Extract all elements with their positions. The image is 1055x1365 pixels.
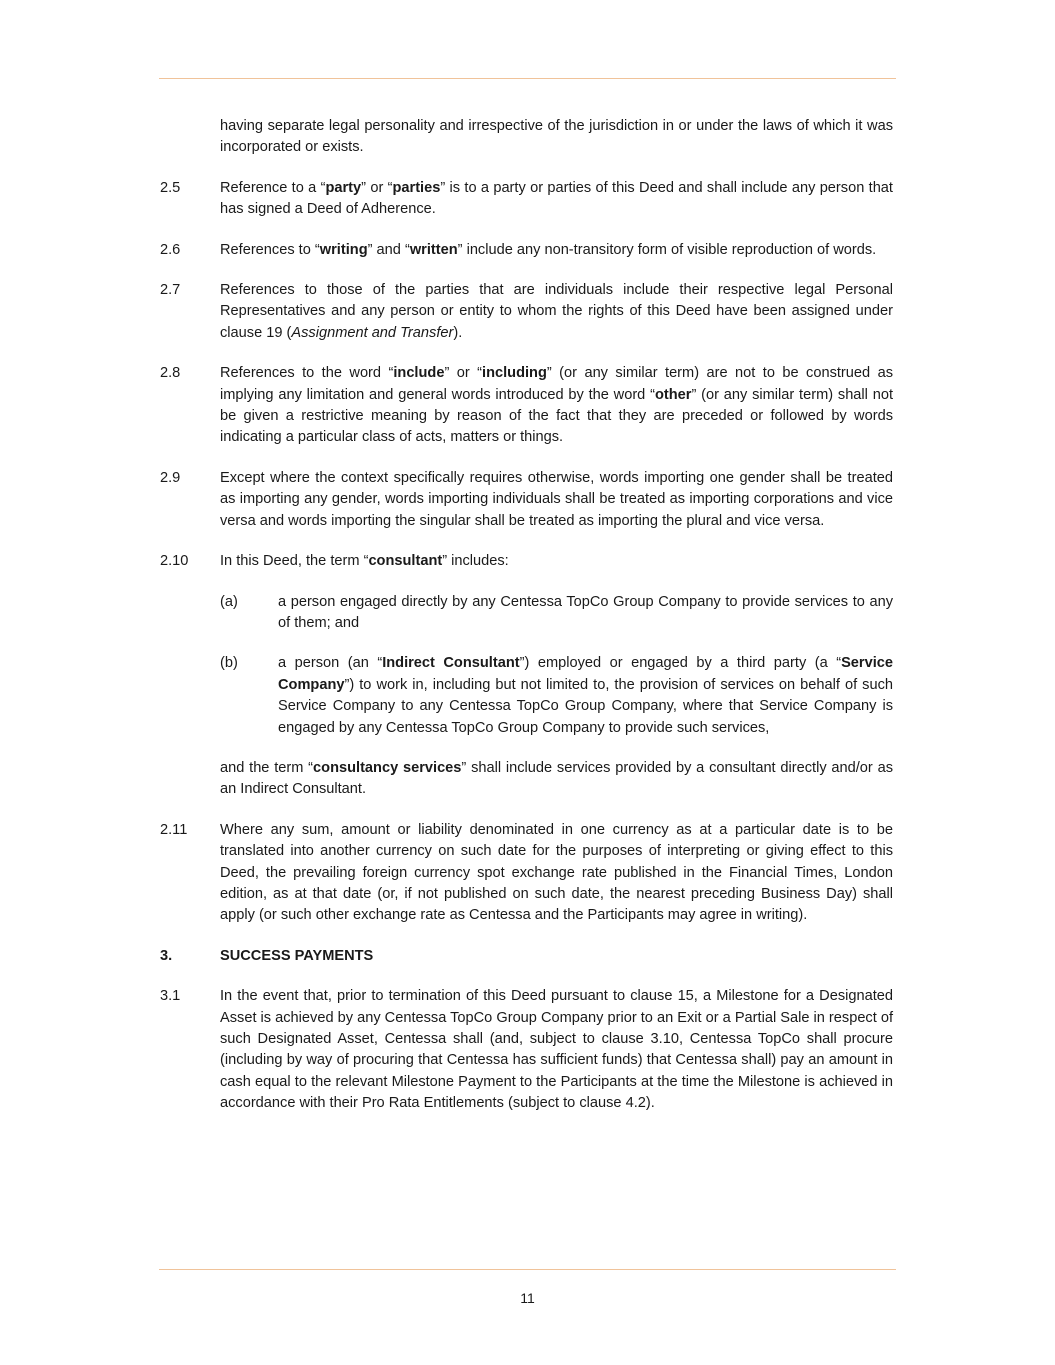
defined-term: other	[654, 386, 692, 403]
defined-term: party	[325, 179, 362, 196]
defined-term: include	[393, 365, 445, 382]
defined-term: consultancy services	[313, 759, 462, 776]
clause-2-10-a: (a) a person engaged directly by any Centessa TopCo Group Company to provide services to any of them; and	[220, 593, 893, 631]
defined-term: including	[482, 365, 547, 382]
defined-term: written	[409, 241, 458, 258]
clause-2-11: 2.11 Where any sum, amount or liability denominated in one currency as at a particular date is to be translated into another currency on such date for the purposes of interpreting or giving effect to this Deed, the prevailing foreign currency spot exchange rate published in the Financial Times, London edition, as at that date (or, if not published on such date, the nearest preceding Business Day) shall apply (or such other exchange rate as Centessa and the Participants may agree in writing).	[160, 821, 893, 924]
defined-term: Indirect Consultant	[382, 655, 520, 672]
clause-2-5: 2.5 Reference to a “party” or “parties” is to a party or parties of this Deed and shall include any person that has signed a Deed of Adherence.	[160, 179, 893, 218]
clause-reference: Assignment and Transfer	[291, 324, 454, 341]
page-number: 11	[520, 1290, 535, 1306]
clause-number: 2.11	[160, 821, 188, 838]
clause-number: 2.10	[160, 553, 189, 570]
section-heading-3	[160, 946, 893, 967]
clause-number: 3.1	[160, 988, 181, 1005]
defined-term: writing	[319, 241, 368, 258]
header-rule	[159, 78, 896, 79]
section-title: SUCCESS PAYMENTS	[220, 947, 374, 964]
clause-2-7: 2.7 References to those of the parties that are individuals include their respective legal Personal Representatives and any person or entity to whom the rights of this Deed have been assigned under clause 19 (Assignment and Transfer).	[160, 282, 893, 341]
clause-2-10-tail: and the term “consultancy services” shall include services provided by a consultant directly and/or as an Indirect Consultant.	[220, 759, 893, 798]
defined-term: consultant	[368, 553, 443, 570]
clause-number: 2.8	[160, 365, 181, 382]
clause-2-10-b: (b) a person (an “Indirect Consultant”) employed or engaged by a third party (a “Service Company”) to work in, including but not limited to, the provision of services on behalf of such Service Company to any Centessa TopCo Group Company, where that Service Company is engaged by any Centessa TopCo Group Company to provide such services,	[220, 655, 894, 736]
defined-term: Service Company	[278, 655, 894, 693]
clause-3-1: 3.1 In the event that, prior to termination of this Deed pursuant to clause 15, a Milestone for a Designated Asset is achieved by any Centessa TopCo Group Company prior to an Exit or a Partial Sale in respect of such Designated Asset, Centessa shall (and, subject to clause 3.10, Centessa TopCo shall procure (including by way of procuring that Centessa has sufficient funds) that Centessa shall) pay an amount in cash equal to the relevant Milestone Payment to the Participants at the time the Milestone is achieved in accordance with their Pro Rata Entitlements (subject to clause 4.2).	[160, 988, 894, 1112]
clause-number: 2.6	[160, 241, 181, 258]
clause-2-9: 2.9 Except where the context specifically requires otherwise, words importing one gender shall be treated as importing any gender, words importing individuals shall be treated as importing corporations and vice versa and words importing the singular shall be treated as importing the plural and vice versa.	[160, 469, 893, 529]
defined-term: parties	[392, 179, 441, 196]
paragraph-continuation: having separate legal personality and irrespective of the jurisdiction in or under the laws of which it was incorporated or exists.	[220, 118, 893, 156]
clause-number: 2.5	[160, 179, 181, 196]
subclause-number: (a)	[220, 593, 238, 610]
clause-2-10: 2.10 In this Deed, the term “consultant” includes:	[160, 551, 893, 572]
clause-2-6: 2.6 References to “writing” and “written” include any non-transitory form of visible reproduction of words.	[160, 240, 893, 261]
clause-number: 2.9	[160, 469, 181, 486]
clause-2-8: 2.8 References to the word “include” or “including” (or any similar term) are not to be construed as implying any limitation and general words introduced by the word “other” (or any similar term) shall not be given a restrictive meaning by reason of the fact that they are preceded or followed by words indicating a particular class of acts, matters or things.	[160, 365, 893, 446]
footer-rule	[159, 1269, 896, 1270]
subclause-number: (b)	[220, 655, 238, 672]
section-number: 3.	[160, 947, 173, 964]
clause-number: 2.7	[160, 282, 181, 299]
document-body	[160, 116, 893, 1134]
